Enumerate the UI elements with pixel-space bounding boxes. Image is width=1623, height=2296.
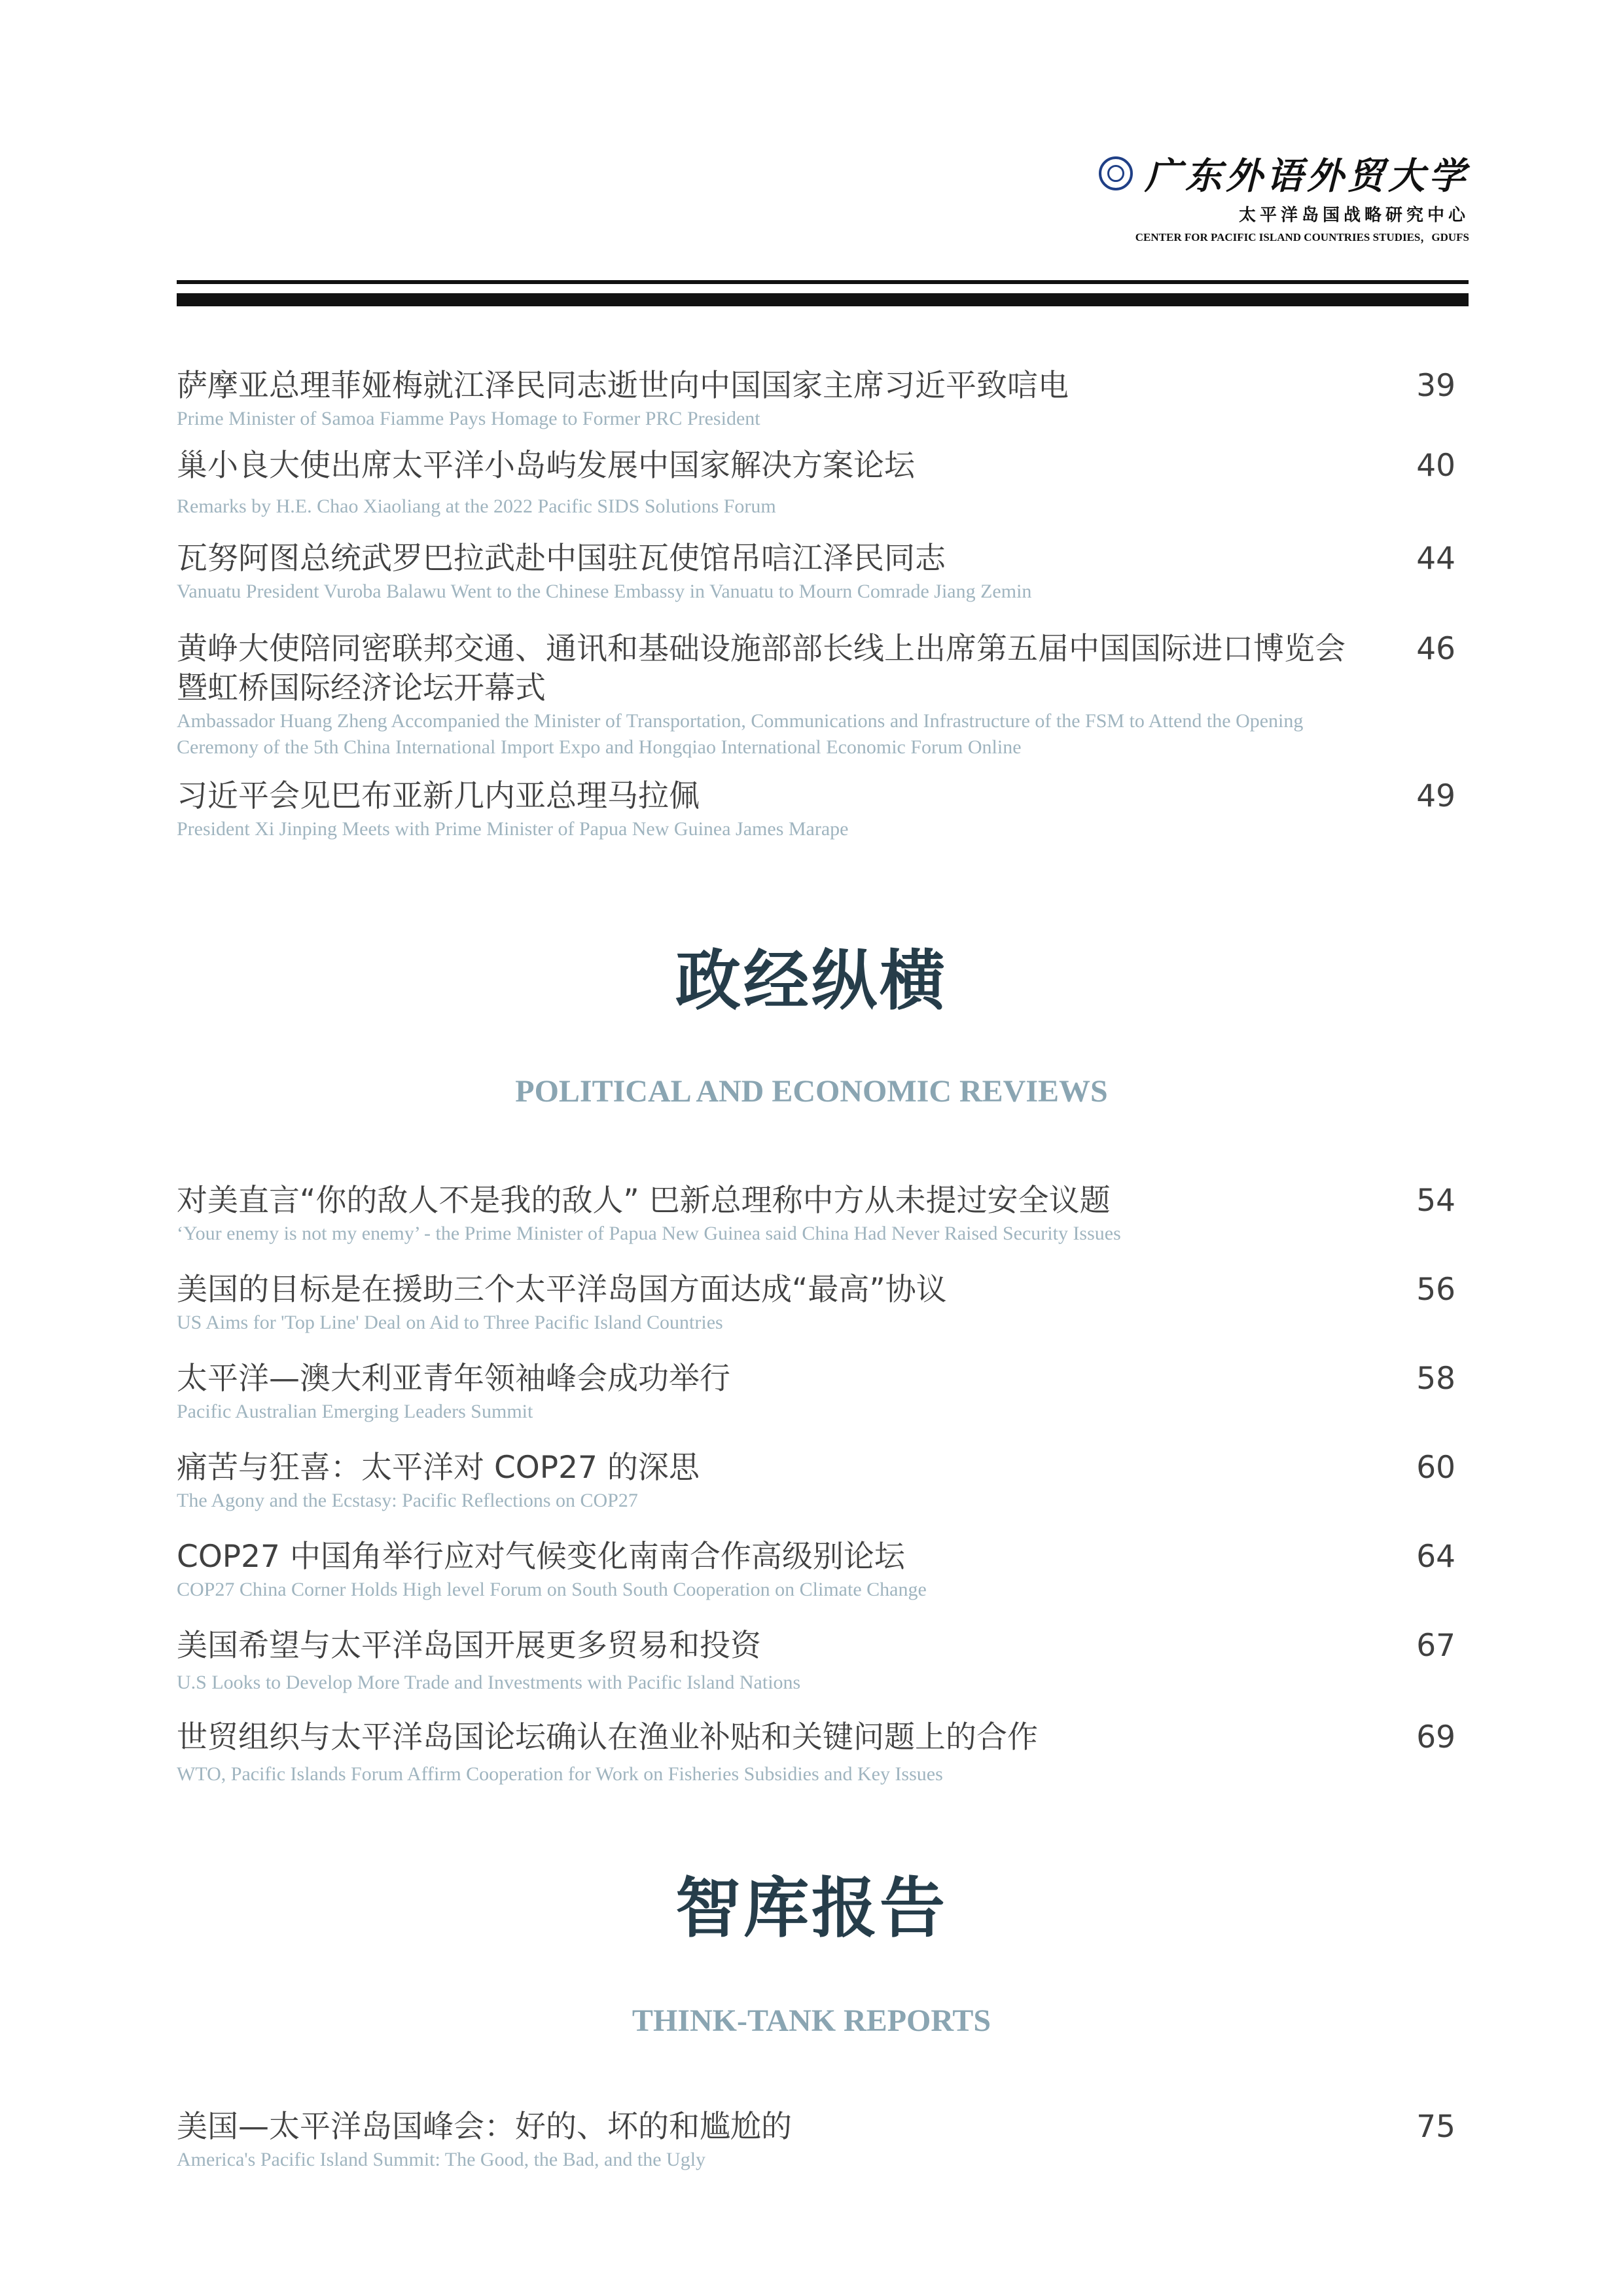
toc-page-number: 39 xyxy=(1416,368,1455,404)
toc-title-cn: 世贸组织与太平洋岛国论坛确认在渔业补贴和关键问题上的合作 xyxy=(177,1719,1038,1755)
toc-page-number: 60 xyxy=(1416,1450,1455,1486)
toc-entry[interactable] xyxy=(177,1270,1459,1359)
toc-page-number: 64 xyxy=(1416,1539,1455,1575)
center-name-en: CENTER FOR PACIFIC ISLAND COUNTRIES STUDIES，GDUFS xyxy=(1135,231,1469,243)
toc-title-en: America's Pacific Island Summit: The Good, the Bad, and the Ugly xyxy=(177,2149,706,2170)
toc-page-number: 49 xyxy=(1416,778,1455,814)
toc-page-number: 46 xyxy=(1416,631,1455,667)
toc-title-cn: 巢小良大使出席太平洋小岛屿发展中国家解决方案论坛 xyxy=(177,448,915,484)
toc-page-number: 75 xyxy=(1416,2109,1455,2145)
toc-title-cn: 太平洋—澳大利亚青年领袖峰会成功举行 xyxy=(177,1361,730,1397)
toc-entry[interactable] xyxy=(177,1359,1459,1448)
section-subtitle-thinktank: THINK-TANK REPORTS xyxy=(632,2003,991,2038)
toc-title-en: President Xi Jinping Meets with Prime Minister of Papua New Guinea James Marape xyxy=(177,818,849,840)
toc-title-en: U.S Looks to Develop More Trade and Investments with Pacific Island Nations xyxy=(177,1672,801,1693)
toc-title-cn: 黄峥大使陪同密联邦交通、通讯和基础设施部部长线上出席第五届中国国际进口博览会暨虹桥国际经济论坛开幕式 xyxy=(177,631,1346,706)
toc-entry[interactable] xyxy=(177,367,1459,446)
toc-page-number: 56 xyxy=(1416,1272,1455,1308)
toc-entry[interactable] xyxy=(177,1718,1459,1790)
toc-title-en: The Agony and the Ecstasy: Pacific Reflections on COP27 xyxy=(177,1490,638,1511)
header-rule-thin xyxy=(177,280,1469,284)
toc-title-cn: 痛苦与狂喜：太平洋对 COP27 的深思 xyxy=(177,1450,700,1486)
university-seal-icon xyxy=(1099,156,1133,190)
university-logo xyxy=(1099,147,1469,200)
toc-title-en: Prime Minister of Samoa Fiamme Pays Homage to Former PRC President xyxy=(177,408,760,429)
toc-title-cn: 瓦努阿图总统武罗巴拉武赴中国驻瓦使馆吊唁江泽民同志 xyxy=(177,541,946,577)
toc-title-en: COP27 China Corner Holds High level Forum on South South Cooperation on Climate Change xyxy=(177,1579,927,1600)
section-title-political: 政经纵横 xyxy=(675,942,948,1019)
toc-title-en: Vanuatu President Vuroba Balawu Went to the Chinese Embassy in Vanuatu to Mourn Comrade Jiang Zemin xyxy=(177,581,1032,602)
toc-entry[interactable] xyxy=(177,777,1459,849)
toc-page-number: 69 xyxy=(1416,1719,1455,1755)
toc-title-en: Ambassador Huang Zheng Accompanied the Minister of Transportation, Communications and Infrastructure of the FSM to Attend the Opening Ceremony of the 5th China International Import Expo and Hongqiao International Economic Forum Online xyxy=(177,710,1304,758)
center-name-cn: 太平洋岛国战略研究中心 xyxy=(1238,206,1469,225)
toc-page-number: 44 xyxy=(1416,541,1455,577)
toc-page-number: 67 xyxy=(1416,1628,1455,1664)
toc-title-en: WTO, Pacific Islands Forum Affirm Cooperation for Work on Fisheries Subsidies and Key Issues xyxy=(177,1763,943,1785)
university-name: 广东外语外贸大学 xyxy=(1145,154,1469,198)
section-title-thinktank: 智库报告 xyxy=(675,1869,948,1946)
toc-entry[interactable] xyxy=(177,539,1459,630)
toc-entry[interactable] xyxy=(177,446,1459,539)
toc-title-cn: 美国的目标是在援助三个太平洋岛国方面达成“最高”协议 xyxy=(177,1272,947,1308)
toc-list-thinktank xyxy=(177,2108,1459,2179)
toc-title-cn: 习近平会见巴布亚新几内亚总理马拉佩 xyxy=(177,778,700,814)
toc-entry[interactable] xyxy=(177,1448,1459,1537)
toc-page-number: 58 xyxy=(1416,1361,1455,1397)
toc-page-number: 54 xyxy=(1416,1183,1455,1219)
toc-title-cn: 美国—太平洋岛国峰会：好的、坏的和尴尬的 xyxy=(177,2109,792,2145)
toc-title-cn: 萨摩亚总理菲娅梅就江泽民同志逝世向中国国家主席习近平致唁电 xyxy=(177,368,1069,404)
toc-list-political xyxy=(177,1181,1459,1790)
toc-entry[interactable] xyxy=(177,1181,1459,1270)
toc-entry[interactable] xyxy=(177,1537,1459,1626)
toc-page-number: 40 xyxy=(1416,448,1455,484)
toc-title-en: Pacific Australian Emerging Leaders Summit xyxy=(177,1401,533,1422)
toc-title-cn: 对美直言“你的敌人不是我的敌人” 巴新总理称中方从未提过安全议题 xyxy=(177,1183,1111,1219)
toc-title-cn: 美国希望与太平洋岛国开展更多贸易和投资 xyxy=(177,1628,761,1664)
toc-entry[interactable] xyxy=(177,630,1459,777)
header-rule-thick xyxy=(177,293,1469,306)
toc-entry[interactable] xyxy=(177,2108,1459,2179)
section-subtitle-political: POLITICAL AND ECONOMIC REVIEWS xyxy=(515,1074,1108,1109)
toc-entry[interactable] xyxy=(177,1626,1459,1718)
toc-title-en: Remarks by H.E. Chao Xiaoliang at the 2022 Pacific SIDS Solutions Forum xyxy=(177,495,776,517)
toc-title-cn: COP27 中国角举行应对气候变化南南合作高级别论坛 xyxy=(177,1539,905,1575)
toc-title-en: ‘Your enemy is not my enemy’ - the Prime Minister of Papua New Guinea said China Had Never Raised Security Issues xyxy=(177,1223,1121,1244)
toc-title-en: US Aims for 'Top Line' Deal on Aid to Three Pacific Island Countries xyxy=(177,1312,723,1333)
toc-list-top xyxy=(177,367,1459,849)
